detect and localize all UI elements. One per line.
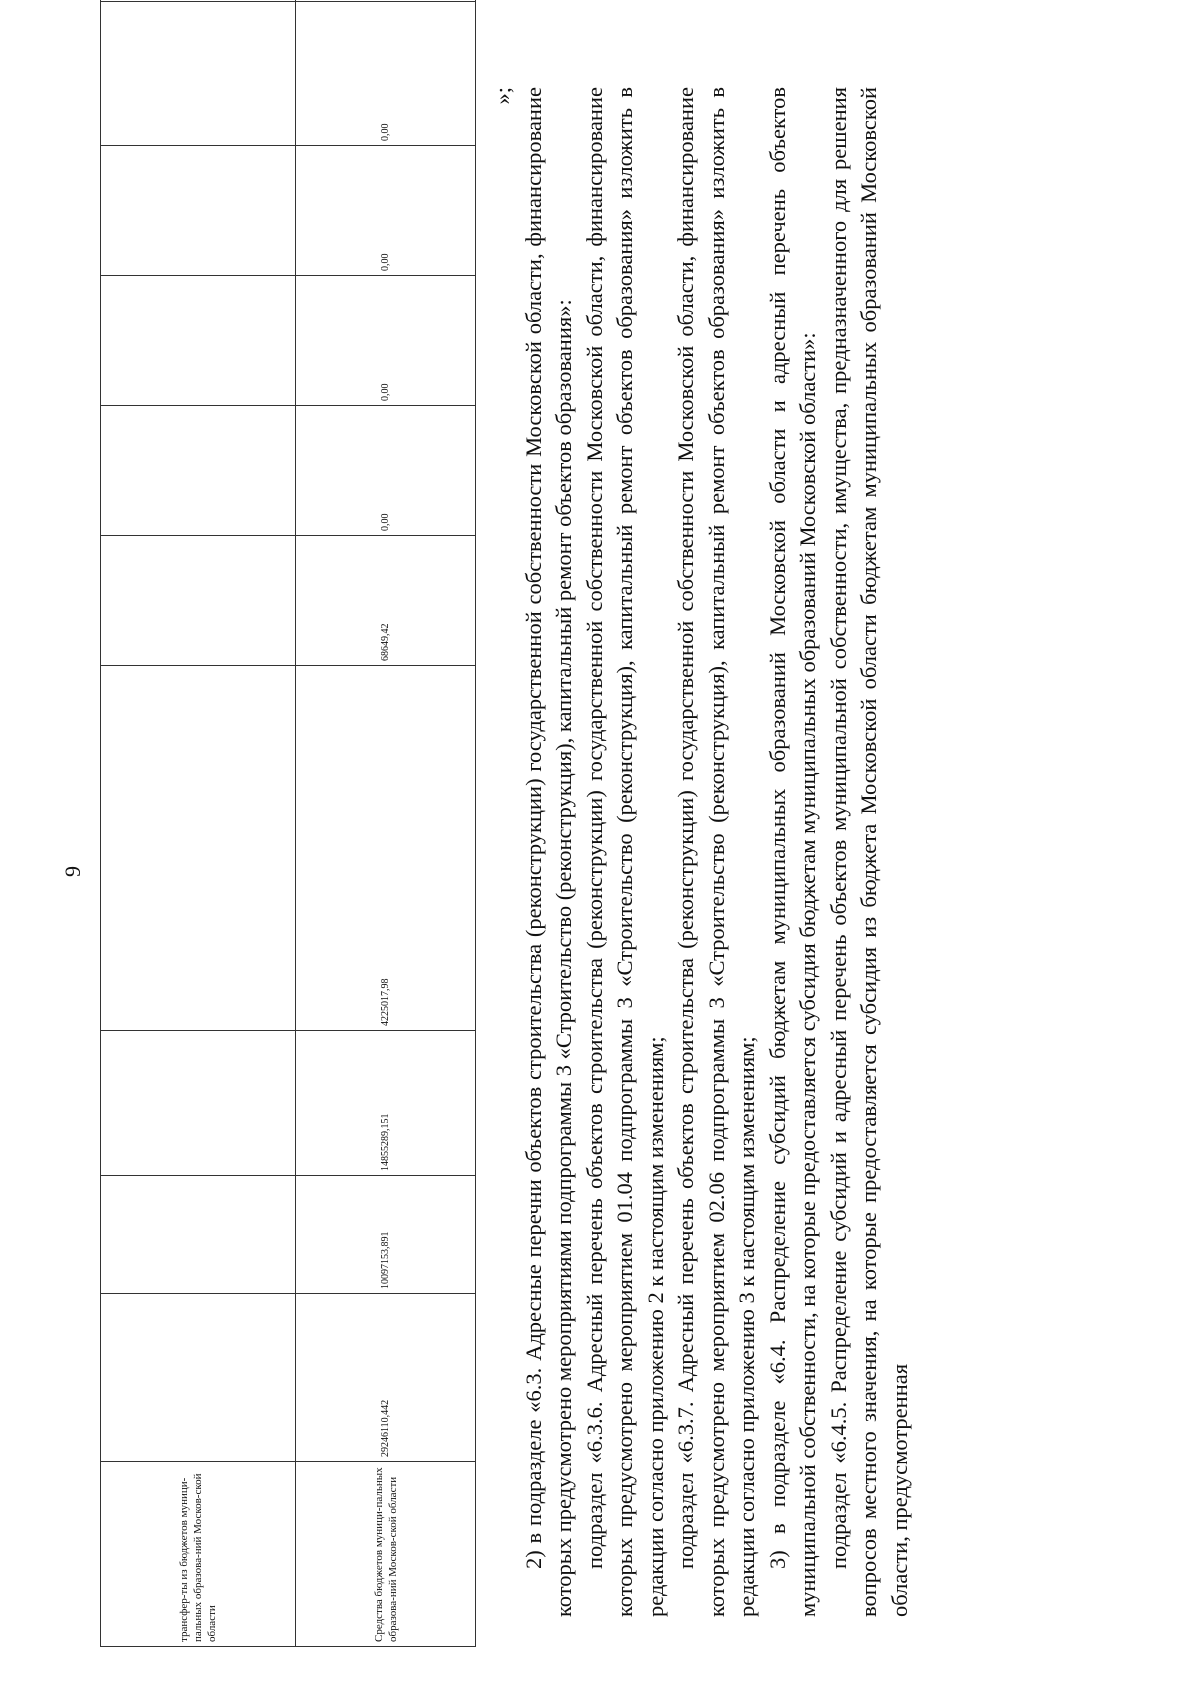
table-cell (101, 1294, 296, 1462)
table-cell (101, 146, 296, 276)
table-row (296, 2, 476, 1647)
table-cell (101, 1031, 296, 1176)
table-cell (101, 2, 296, 146)
paragraph: 2) в подразделе «6.3. Адресные перечни объектов строительства (реконструкции) государственной собственности Московской области, финансирование которых предусмотрено мероприятиями подпрограммы 3 «Строительство (реконструкция), капитальный ремонт объектов образования»: (520, 87, 576, 1617)
paragraph: 3) в подразделе «6.4. Распределение субсидий бюджетам муниципальных образований Московской области и адресный перечень объектов муниципальной собственности, на которые предоставляется субсидия бюджетам муниципальных образований Московской области»: (764, 87, 820, 1617)
table-cell (101, 406, 296, 536)
table-row-label: трансфер-ты из бюджетов муници-пальных образова-ний Москов-ской области (101, 1462, 296, 1647)
table-row (101, 2, 296, 1647)
paragraph: подраздел «6.3.6. Адресный перечень объектов строительства (реконструкции) государственной собственности Московской области, финансирование которых предусмотрено мероприятием 01.04 подпрограммы 3 «Строительство (реконструкция), капитальный ремонт объектов образования» изложить в редакции согласно приложению 2 к настоящим изменениям; (581, 87, 668, 1617)
paragraph: подраздел «6.4.5. Распределение субсидий и адресный перечень объектов муниципальной собственности, имущества, предназначенного для решения вопросов местного значения, на которые предоставляется субсидия из бюджета Московской области бюджетам муниципальных образований Московской области, предусмотренная (825, 87, 912, 1617)
budget-table (100, 1, 476, 1647)
table-cell: 0,00 (296, 2, 476, 146)
quote-end: »; (490, 87, 515, 105)
table-cell (101, 1176, 296, 1294)
table-cell (101, 276, 296, 406)
table-row-label: Средства бюджетов муници-пальных образова-ний Москов-ской области (296, 1462, 476, 1647)
table-cell (101, 536, 296, 666)
table-cell: 29246110,442 (296, 1294, 476, 1462)
table-cell: 14855289,151 (296, 1031, 476, 1176)
page-number: 9 (60, 866, 85, 877)
table-cell (101, 666, 296, 1031)
table-cell: 4225017,98 (296, 666, 476, 1031)
paragraph: подраздел «6.3.7. Адресный перечень объектов строительства (реконструкции) государственной собственности Московской области, финансирование которых предусмотрено мероприятием 02.06 подпрограммы 3 «Строительство (реконструкция), капитальный ремонт объектов образования» изложить в редакции согласно приложению 3 к настоящим изменениям; (673, 87, 759, 1617)
table-cell: 0,00 (296, 146, 476, 276)
table-cell: 68649,42 (296, 536, 476, 666)
table-cell: 10097153,891 (296, 1176, 476, 1294)
table-cell: 0,00 (296, 276, 476, 406)
body-text (488, 87, 915, 1617)
table-cell: 0,00 (296, 406, 476, 536)
